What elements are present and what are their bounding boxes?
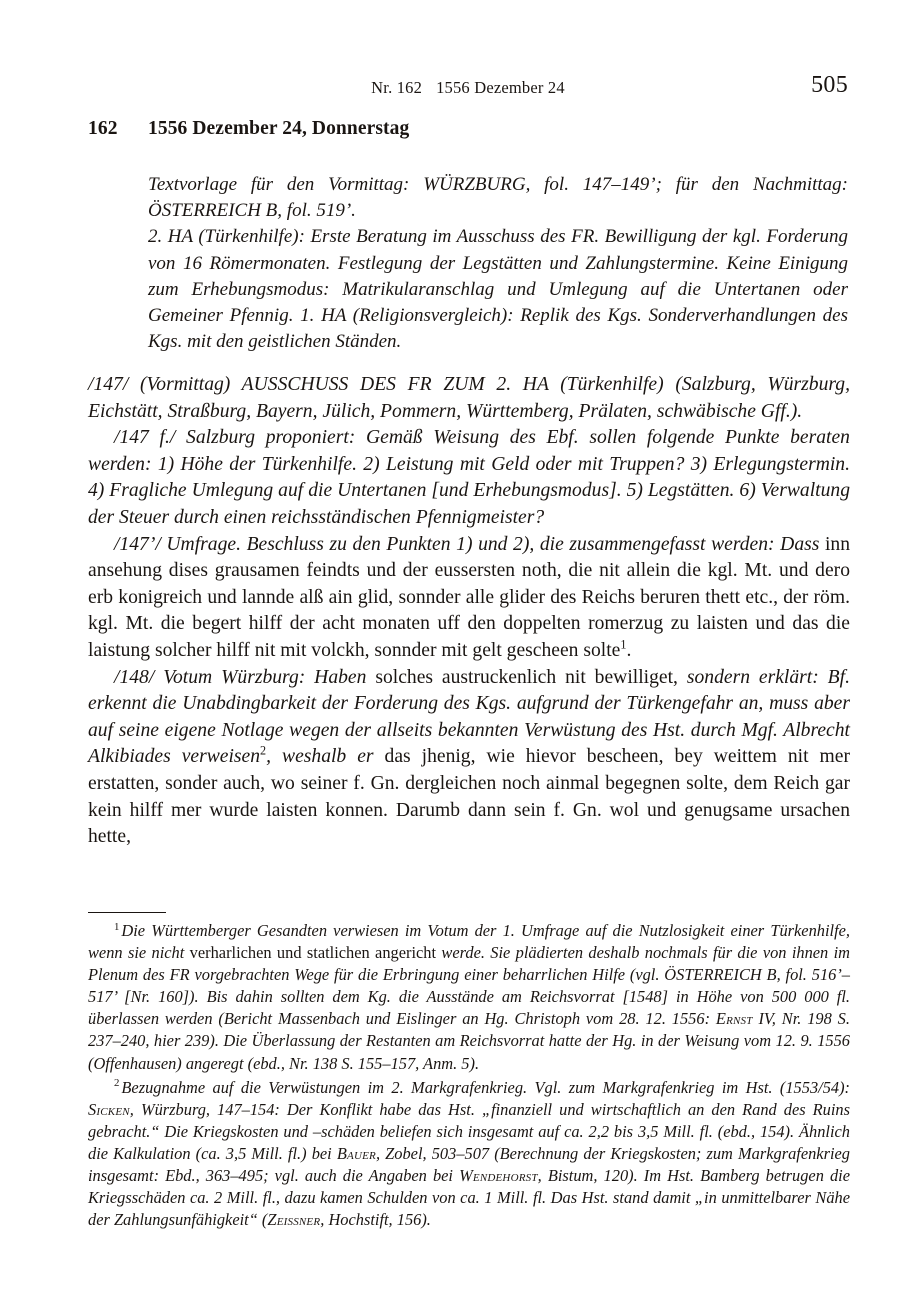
footnote-2-segment-3: , Würzburg, 147–154: Der Konflikt habe das Hst. „finanziell und wirtschaftlich an den Rand des Ruins gebracht.“ Die Kriegskosten und –schäden beliefen sich insgesamt auf ca. 2,2 bis 3,5 Mill. fl. (ebd., 154). Ähnlich die Kalkulation (ca. 3,5 Mill. fl.) bei: [88, 1099, 850, 1163]
running-head-date: 1556 Dezember 24: [436, 78, 565, 97]
footnote-2-segment-2: Sicken: [88, 1099, 130, 1119]
footnote-1: [88, 920, 850, 1075]
paragraph-4-roman-1: solches austruckenlich nit bewilliget,: [366, 666, 687, 688]
paragraph-1-text: (Vormittag) AUSSCHUSS DES FR ZUM 2. HA (Türkenhilfe) (Salzburg, Würzburg, Eichstätt, Straßburg, Bayern, Jülich, Pommern, Württemberg, Prälaten, schwäbische Gff.).: [88, 374, 850, 422]
footnote-ref-2[interactable]: 2: [260, 743, 267, 758]
paragraph-3-lead: Umfrage. Beschluss zu den Punkten 1) und 2), die zusammengefasst werden:: [160, 533, 781, 555]
page-number: 505: [811, 72, 848, 98]
regest-block: [148, 172, 848, 355]
footnote-2-segment-1: Bezugnahme auf die Verwüstungen im 2. Markgrafenkrieg. Vgl. zum Markgrafenkrieg im Hst. (1553/54):: [121, 1077, 850, 1097]
paragraph-2-text: Salzburg proponiert: Gemäß Weisung des Ebf. sollen folgende Punkte beraten werden: 1) Höhe der Türkenhilfe. 2) Leistung mit Geld oder mit Truppen? 3) Erlegungstermin. 4) Fragliche Umlegung auf die Untertanen [und Erhebungsmodus]. 5) Legstätten. 6) Verwaltung der Steuer durch einen reichsständischen Pfennigmeister?: [88, 427, 850, 528]
footnote-2-segment-7: , Bistum, 120). Im Hst. Bamberg betrugen die Kriegsschäden ca. 2 Mill. fl., dazu kamen Schulden von ca. 1 Mill. fl. Das Hst. stand damit „in unmittelbarer Nähe der Zahlungsunfähigkeit“ (: [88, 1166, 850, 1230]
paragraph-4-italic-3: , weshalb er: [266, 746, 374, 768]
folio-marker-147v: /147’/: [114, 533, 161, 555]
folio-marker-148: /148/: [114, 666, 155, 688]
footnote-2-segment-8: Zeissner: [267, 1210, 321, 1230]
quote-first-word: Dass: [780, 533, 820, 555]
paragraph-4-italic-1: Votum Würzburg: Haben: [154, 666, 367, 688]
body-paragraph-1: [88, 372, 850, 425]
running-head: [88, 72, 848, 108]
paragraph-4-roman-2: das jhenig, wie hievor bescheen, bey weittem nit mer erstatten, sonder auch, wo seiner f. Gn. dergleichen noch ainmal begegnen solte, dem Reich gar kein hilff mer wurde laisten konnen. Darumb dann sein f. Gn. wol und genugsame ursachen hette,: [88, 746, 850, 848]
paragraph-4-italic-2: sondern erklärt: Bf. erkennt die Unabdingbarkeit der Forderung des Kgs. aufgrund der Türkengefahr an, muss aber auf seine eigene Notlage wegen der allseits bekannten Verwüstung des Hst. durch Mgf. Albrecht Alkibiades verweisen: [88, 666, 850, 768]
footnote-1-segment-4: Ernst: [715, 1009, 753, 1029]
footnote-1-segment-5: IV, Nr. 198 S. 237–240, hier 239). Die Überlassung der Restanten am Reichsvorrat hatte der Hg. in der Weisung vom 12. 9. 1556 (Offenhausen) angeregt (ebd., Nr. 138 S. 155–157, Anm. 5).: [88, 1009, 850, 1073]
footnotes-block: [88, 920, 850, 1231]
body-paragraph-3: [88, 532, 850, 665]
paragraph-3-quote: inn ansehung dises grausamen feindts und der eussersten noth, die nit allein die kgl. Mt. und dero erb konigreich und lannde alß ain glid, sonnder alle glider des Reichs beruren thett etc., der röm. kgl. Mt. die begert hilff der acht monaten uff den doppelten romerzug zu laisten und das die laistung solcher hilff nit mit volckh, sonnder mit gelt gescheen solte: [88, 533, 851, 661]
footnote-2-segment-5: , Zobel, 503–507 (Berechnung der Kriegskosten; zum Markgrafenkrieg insgesamt: Ebd., 363–495; vgl. auch die Angaben bei: [88, 1143, 850, 1186]
section-number: 162: [88, 118, 118, 139]
footnote-1-segment-1: Die Württemberger Gesandten verwiesen im Votum der 1. Umfrage auf die Nutzlosigkeit einer Türkenhilfe, wenn sie nicht: [88, 921, 850, 963]
body-paragraph-4: [88, 665, 850, 851]
footnote-1-segment-3: werde. Sie plädierten deshalb nochmals für die von ihnen im Plenum des FR vorgebrachten Wege für die Erbringung einer beharrlichen Hilfe (vgl. ÖSTERREICH B, fol. 516’–517’ [Nr. 160]). Bis dahin sollten dem Kg. die Ausstände am Reichsvorrat [1548] in Höhe von 500 000 fl. überlassen werden (Bericht Massenbach und Eislinger an Hg. Christoph vom 28. 12. 1556:: [88, 943, 851, 1029]
footnote-marker-2: 2: [114, 1077, 120, 1090]
folio-marker-147: /147/: [88, 374, 129, 395]
regest-source-note: Textvorlage für den Vormittag: WÜRZBURG, fol. 147–149’; für den Nachmittag: ÖSTERREICH B, fol. 519’.: [148, 174, 848, 222]
footnote-1-segment-2: verharlichen und statlichen angericht: [189, 943, 437, 963]
body-paragraph-2: [88, 425, 850, 531]
regest-summary: 2. HA (Türkenhilfe): Erste Beratung im Ausschuss des FR. Bewilligung der kgl. Forderung von 16 Römermonaten. Festlegung der Legstätten und Zahlungstermine. Keine Einigung zum Erhebungsmodus: Matrikularanschlag und Umlegung auf die Untertanen oder Gemeiner Pfennig. 1. HA (Religionsvergleich): Replik des Kgs. Sonderverhandlungen des Kgs. mit den geistlichen Ständen.: [148, 226, 848, 353]
running-head-center: [88, 78, 848, 98]
section-heading: [88, 118, 850, 140]
footnote-2-segment-6: Wendehorst: [459, 1166, 538, 1186]
footnote-separator-rule: [88, 912, 166, 913]
paragraph-3-trailing: .: [626, 639, 632, 661]
footnote-2-segment-4: Bauer: [336, 1143, 376, 1163]
footnote-ref-1[interactable]: 1: [620, 637, 627, 652]
footnote-marker-1: 1: [114, 920, 120, 933]
footnote-2: [88, 1077, 850, 1232]
body-text: [88, 372, 850, 851]
footnote-2-segment-9: , Hochstift, 156).: [320, 1210, 431, 1230]
section-title: 1556 Dezember 24, Donnerstag: [148, 118, 410, 139]
folio-marker-147f: /147 f./: [114, 427, 176, 449]
running-head-document-no: Nr. 162: [371, 78, 423, 97]
